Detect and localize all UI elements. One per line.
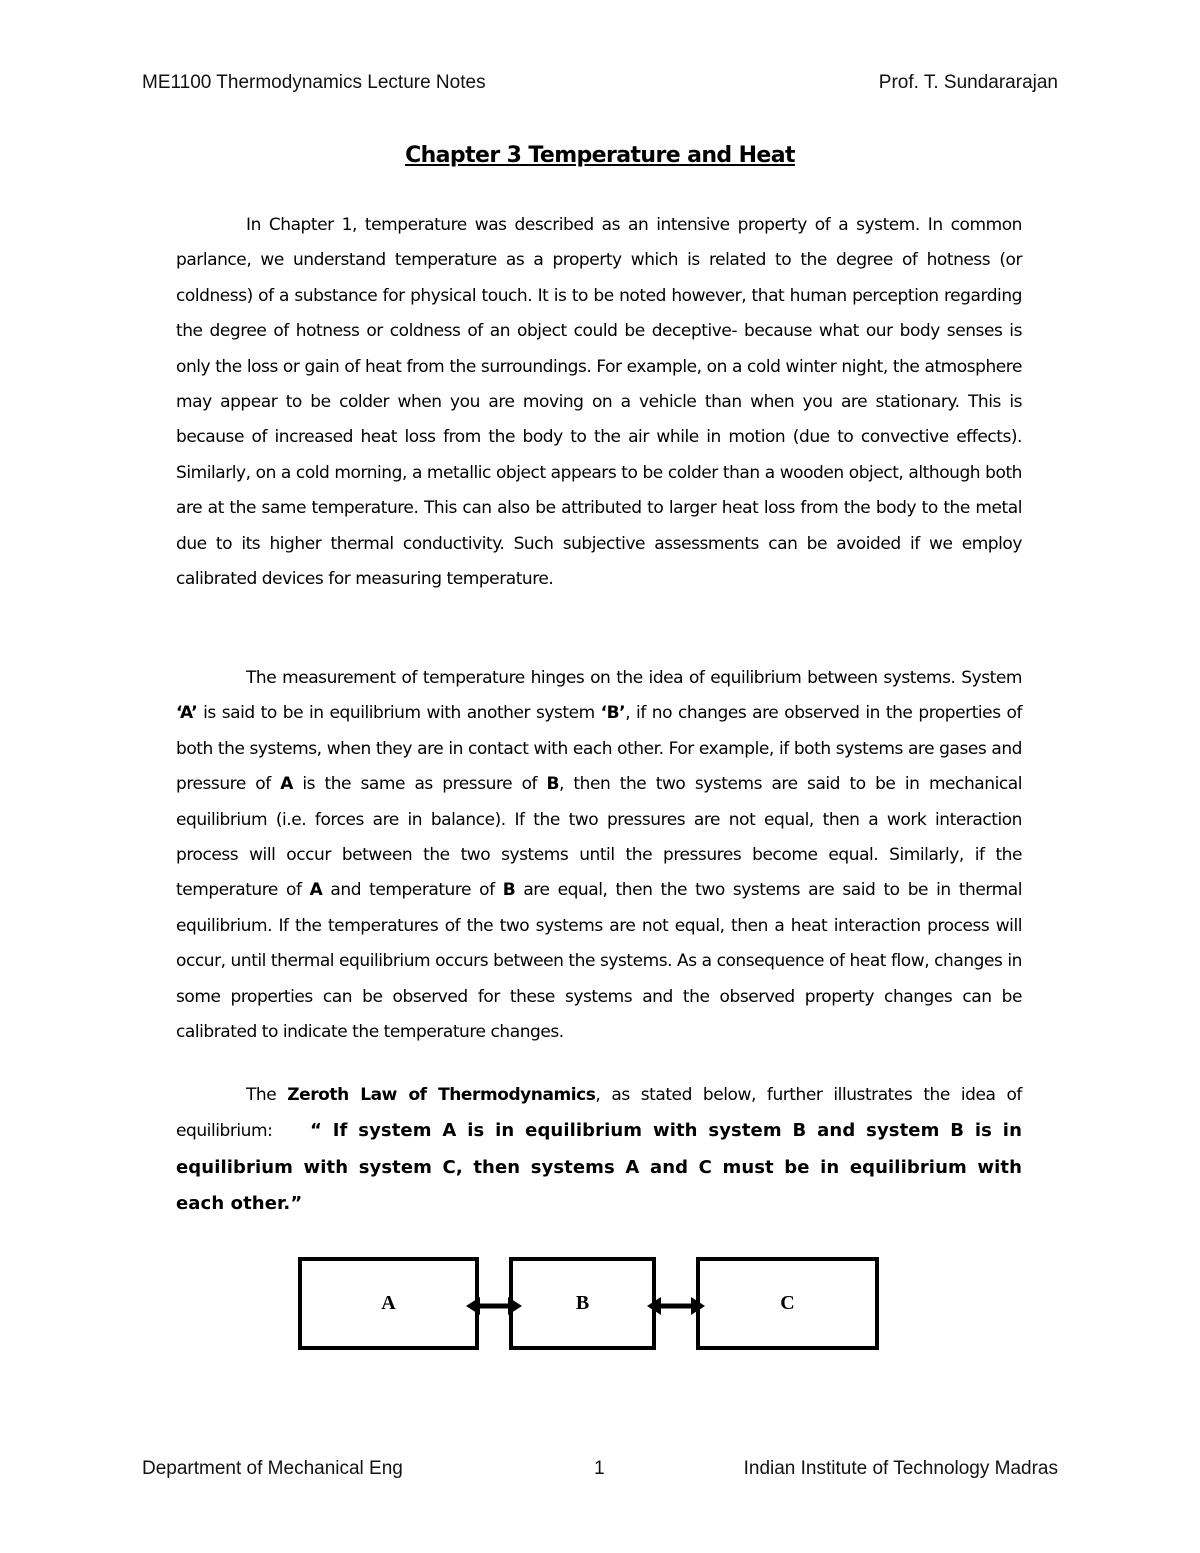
para2-text: is said to be in equilibrium with another system bbox=[197, 703, 601, 724]
chapter-title: Chapter 3 Temperature and Heat bbox=[405, 143, 795, 168]
paragraph-2 bbox=[176, 661, 1022, 1050]
zeroth-law-statement: “ If system A is in equilibrium with system B and system B is in equilibrium with system C, then systems A and C must be in equilibrium with each other.” bbox=[176, 1120, 1022, 1215]
box-c-label: C bbox=[780, 1292, 795, 1314]
footer-page-number: 1 bbox=[594, 1458, 605, 1479]
system-a-ref: A bbox=[280, 774, 293, 795]
double-arrow-icon bbox=[464, 1294, 524, 1318]
para2-text: , if no changes are observed in the properties of both the systems, when they are in contact with each other. For example, if both systems are gases and pressure of bbox=[176, 703, 1023, 795]
footer-left: Department of Mechanical Eng bbox=[142, 1458, 403, 1479]
para2-text: and temperature of bbox=[322, 880, 503, 901]
header-left: ME1100 Thermodynamics Lecture Notes bbox=[142, 72, 486, 93]
paragraph-1 bbox=[176, 208, 1022, 597]
paragraph-1-text: In Chapter 1, temperature was described as an intensive property of a system. In common parlance, we understand temperature as a property which is related to the degree of hotness (or coldness) of a substance for physical touch. It is to be noted however, that human perception regarding the degree of hotness or coldness of an object could be deceptive- because what our body senses is only the loss or gain of heat from the surroundings. For example, on a cold winter night, the atmosphere may appear to be colder when you are moving on a vehicle than when you are stationary. This is because of increased heat loss from the body to the air while in motion (due to convective effects). Similarly, on a cold morning, a metallic object appears to be colder than a wooden object, although both are at the same temperature. This can also be attributed to larger heat loss from the body to the metal due to its higher thermal conductivity. Such subjective assessments can be avoided if we employ calibrated devices for measuring temperature. bbox=[176, 215, 1022, 590]
system-b-ref: B bbox=[502, 880, 516, 901]
para3-text: The bbox=[246, 1085, 288, 1105]
para2-text: are equal, then the two systems are said to be in thermal equilibrium. If the temperatures of the two systems are not equal, then a heat interaction process will occur, until thermal equilibrium occurs between the systems. As a consequence of heat flow, changes in some properties can be observed for these systems and the observed property changes can be calibrated to indicate the temperature changes. bbox=[176, 880, 1022, 1043]
box-a-label: A bbox=[381, 1292, 396, 1314]
footer-right: Indian Institute of Technology Madras bbox=[743, 1458, 1058, 1479]
paragraph-3 bbox=[176, 1078, 1022, 1223]
header-right: Prof. T. Sundararajan bbox=[878, 72, 1058, 93]
system-box-a bbox=[298, 1257, 479, 1350]
para2-text: is the same as pressure of bbox=[292, 774, 547, 795]
zeroth-law-name: Zeroth Law of Thermodynamics bbox=[287, 1085, 596, 1105]
system-box-b bbox=[509, 1257, 656, 1350]
double-arrow-icon bbox=[645, 1294, 707, 1318]
box-b-label: B bbox=[575, 1292, 590, 1314]
system-a-ref: A bbox=[309, 880, 323, 901]
system-a-label: ‘A’ bbox=[176, 703, 198, 724]
system-b-label: ‘B’ bbox=[600, 703, 626, 724]
para2-text: , then the two systems are said to be in mechanical equilibrium (i.e. forces are in balance). If the two pressures are not equal, then a work interaction process will occur between the two systems until the pressures become equal. Similarly, if the temperature of bbox=[176, 774, 1022, 901]
para2-text: The measurement of temperature hinges on the idea of equilibrium between systems. System bbox=[246, 668, 1022, 688]
system-box-c bbox=[696, 1257, 879, 1350]
para3-text: , as stated below, further illustrates the idea of equilibrium: bbox=[176, 1085, 1022, 1142]
system-b-ref: B bbox=[546, 774, 560, 795]
